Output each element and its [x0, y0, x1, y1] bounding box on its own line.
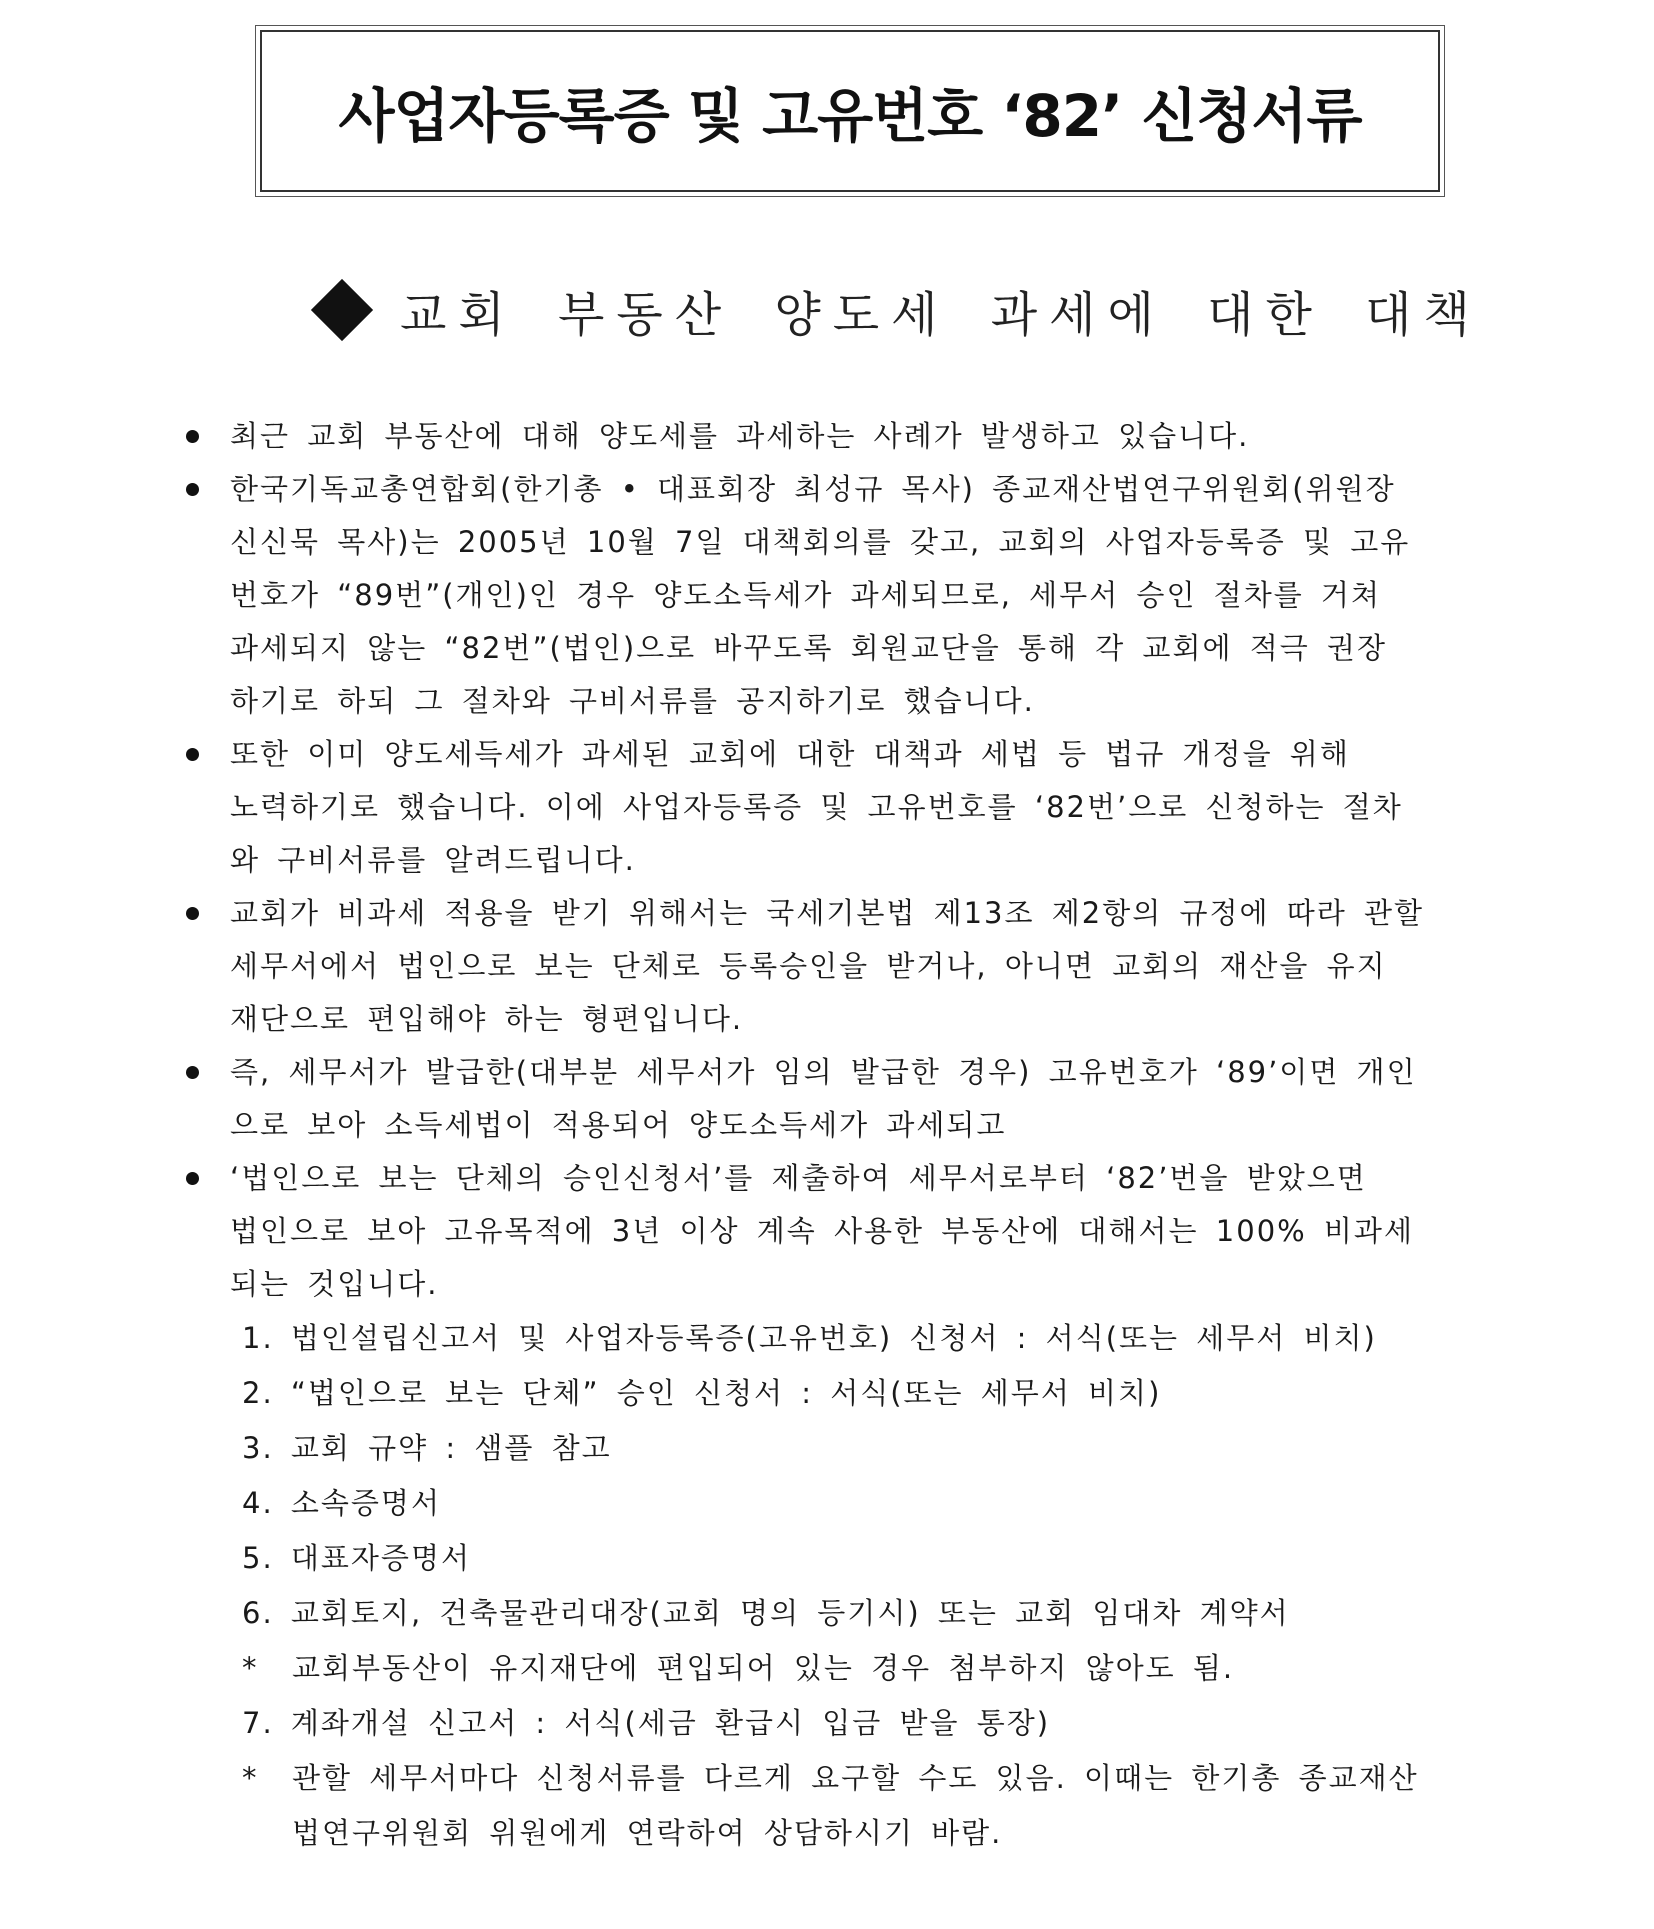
- note-contact-continued: [242, 1806, 1540, 1861]
- bullet-paragraph-2: [180, 463, 1540, 728]
- required-documents-list: [180, 1311, 1540, 1861]
- paragraph-line: 노력하기로 했습니다. 이에 사업자등록증 및 고유번호를 ‘82번’으로 신청하는 절차: [230, 790, 1403, 824]
- document-title: 사업자등록증 및 고유번호 ‘82’ 신청서류: [338, 82, 1362, 150]
- title-box: [260, 30, 1440, 192]
- bullet-paragraph-1: [180, 410, 1540, 463]
- paragraph-line: 즉, 세무서가 발급한(대부분 세무서가 임의 발급한 경우) 고유번호가 ‘89’이면 개인: [230, 1055, 1417, 1089]
- bullet-dot-icon: [186, 430, 199, 443]
- bullet-paragraph-4: [180, 887, 1540, 1046]
- bullet-dot-icon: [186, 748, 199, 761]
- list-item: 2. “법인으로 보는 단체” 승인 신청서 : 서식(또는 세무서 비치): [242, 1376, 1162, 1410]
- bullet-dot-icon: [186, 1066, 199, 1079]
- list-item: 4. 소속증명서: [242, 1486, 441, 1520]
- paragraph-line: 와 구비서류를 알려드립니다.: [230, 843, 636, 877]
- section-heading: 교회 부동산 양도세 과세에 대한 대책: [400, 286, 1482, 343]
- paragraph-line: 과세되지 않는 “82번”(법인)으로 바꾸도록 회원교단을 통해 각 교회에 적극 권장: [230, 631, 1387, 665]
- list-item: 7. 계좌개설 신고서 : 서식(세금 환급시 입금 받을 통장): [242, 1706, 1051, 1740]
- bullet-paragraph-6: [180, 1152, 1540, 1311]
- paragraph-line: 교회가 비과세 적용을 받기 위해서는 국세기본법 제13조 제2항의 규정에 따라 관할: [230, 896, 1424, 930]
- note-text: 교회부동산이 유지재단에 편입되어 있는 경우 첨부하지 않아도 됨.: [292, 1651, 1235, 1685]
- asterisk-icon: *: [242, 1761, 259, 1795]
- list-item: 5. 대표자증명서: [242, 1541, 471, 1575]
- note-attachment-exemption: [242, 1641, 1540, 1696]
- paragraph-line: ‘법인으로 보는 단체의 승인신청서’를 제출하여 세무서로부터 ‘82’번을 받았으면: [230, 1161, 1367, 1195]
- bullet-paragraph-5: [180, 1046, 1540, 1152]
- paragraph-line: 한국기독교총연합회(한기총 • 대표회장 최성규 목사) 종교재산법연구위원회(위원장: [230, 472, 1396, 506]
- asterisk-icon: *: [242, 1651, 259, 1685]
- paragraph-line: 번호가 “89번”(개인)인 경우 양도소득세가 과세되므로, 세무서 승인 절차를 거쳐: [230, 578, 1381, 612]
- list-item: 3. 교회 규약 : 샘플 참고: [242, 1431, 612, 1465]
- bullet-paragraph-3: [180, 728, 1540, 887]
- bullet-dot-icon: [186, 907, 199, 920]
- paragraph-line: 신신묵 목사)는 2005년 10월 7일 대책회의를 갖고, 교회의 사업자등록증 및 고유: [230, 525, 1411, 559]
- document-body: [180, 410, 1540, 1861]
- paragraph-line: 세무서에서 법인으로 보는 단체로 등록승인을 받거나, 아니면 교회의 재산을 유지: [230, 949, 1387, 983]
- list-item: 6. 교회토지, 건축물관리대장(교회 명의 등기시) 또는 교회 임대차 계약서: [242, 1596, 1290, 1630]
- list-item: 1. 법인설립신고서 및 사업자등록증(고유번호) 신청서 : 서식(또는 세무서 비치): [242, 1321, 1377, 1355]
- paragraph-line: 법인으로 보아 고유목적에 3년 이상 계속 사용한 부동산에 대해서는 100% 비과세: [230, 1214, 1414, 1248]
- paragraph-line: 되는 것입니다.: [230, 1267, 439, 1301]
- paragraph-line: 또한 이미 양도세득세가 과세된 교회에 대한 대책과 세법 등 법규 개정을 위해: [230, 737, 1350, 771]
- note-text: 법연구위원회 위원에게 연락하여 상담하시기 바람.: [292, 1816, 1003, 1850]
- paragraph-line: 하기로 하되 그 절차와 구비서류를 공지하기로 했습니다.: [230, 684, 1035, 718]
- bullet-dot-icon: [186, 1172, 199, 1185]
- diamond-bullet-icon: [311, 279, 373, 341]
- paragraph-line: 최근 교회 부동산에 대해 양도세를 과세하는 사례가 발생하고 있습니다.: [230, 419, 1250, 453]
- subtitle-row: [310, 270, 1482, 350]
- paragraph-line: 재단으로 편입해야 하는 형편입니다.: [230, 1002, 744, 1036]
- bullet-dot-icon: [186, 483, 199, 496]
- note-text: 관할 세무서마다 신청서류를 다르게 요구할 수도 있음. 이때는 한기총 종교재산: [292, 1761, 1419, 1795]
- paragraph-line: 으로 보아 소득세법이 적용되어 양도소득세가 과세되고: [230, 1108, 1007, 1142]
- note-contact: [242, 1751, 1540, 1806]
